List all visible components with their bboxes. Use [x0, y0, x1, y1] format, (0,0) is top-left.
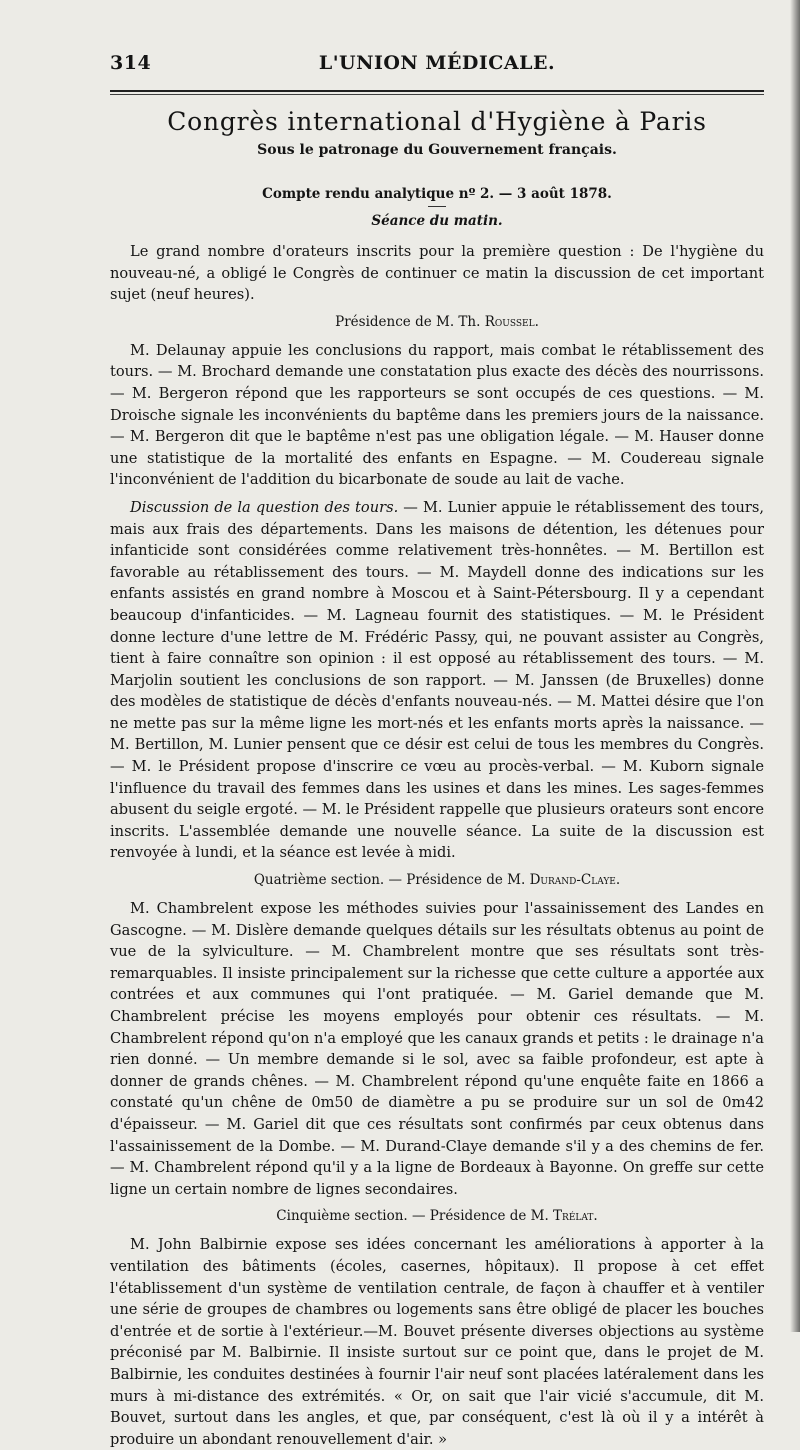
paragraph-4: M. John Balbirnie expose ses idées concernant les améliorations à apporter à la ventilation des bâtiments (écoles, casernes, hôpitaux). Il propose à cet effet l'établissement d'un système de ventilation centrale, de façon à chauffer et à ventiler une série de groupes de chambres ou logements sans être obligé de placer les bouches d'entrée et de sortie à l'extérieur.—M. Bouvet présente diverses objections au système préconisé par M. Balbirnie. Il insiste surtout sur ce point que, dans le projet de M. Balbirnie, les conduites destinées à fournir l'air neuf sont placées latéralement dans les murs à mi-distance des extrémités. « Or, on sait que l'air vicié s'accumule, dit M. Bouvet, surtout dans les angles, et que, par conséquent, c'est là où il y a intérêt à produire un abondant renouvellement d'air. »	[110, 1236, 764, 1448]
presidence-1-prefix: Présidence de M. Th.	[335, 313, 485, 330]
section-5-prefix: Cinquième section. — Présidence de M.	[276, 1208, 554, 1225]
page-number: 314	[110, 52, 152, 74]
compte-rendu-line: Compte rendu analytique nº 2. — 3 août 1878.	[262, 186, 612, 202]
presidence-1-name: Roussel	[484, 313, 535, 330]
section-4-heading	[110, 872, 764, 888]
running-head	[110, 44, 764, 76]
article-subtitle: Sous le patronage du Gouvernement français.	[257, 142, 617, 158]
short-rule	[428, 206, 446, 207]
page-edge-shadow	[790, 0, 800, 1332]
paragraph-2-text: — M. Lunier appuie le rétablissement des tours, mais aux frais des départements. Dans les maisons de détention, les détenues pour infanticide sont considérées comme relativement très-honnêtes. — M. Bertillon est favorable au rétablissement des tours. — M. Maydell donne des indications sur les enfants assistés en grand nombre à Moscou et à Saint-Pétersbourg. Il y a cependant beaucoup d'infanticides. — M. Lagneau fournit des statistiques. — M. le Président donne lecture d'une lettre de M. Frédéric Passy, qui, ne pouvant assister au Congrès, tient à faire connaître son opinion : il est opposé au rétablissement des tours. — M. Marjolin soutient les conclusions de son rapport. — M. Janssen (de Bruxelles) donne des modèles de statistique de décès d'enfants nouveau-nés. — M. Mattei désire que l'on ne mette pas sur la même ligne les mort-nés et les enfants morts après la naissance. — M. Bertillon, M. Lunier pensent que ce désir est celui de tous les membres du Congrès. — M. le Président propose d'inscrire ce vœu au procès-verbal. — M. Kuborn signale l'influence du travail des femmes dans les usines et dans les mines. Les sages-femmes abusent du seigle ergoté. — M. le Président rappelle que plusieurs orateurs sont encore inscrits. L'assemblée demande une nouvelle séance. La suite de la discussion est renvoyée à lundi, et la séance est levée à midi.	[110, 498, 764, 862]
section-5-heading	[110, 1208, 764, 1224]
paragraph-2-lead: Discussion de la question des tours.	[130, 498, 399, 516]
header-rule-thin	[110, 94, 764, 95]
intro-paragraph: Le grand nombre d'orateurs inscrits pour la première question : De l'hygiène du nouveau-né, a obligé le Congrès de continuer ce matin la discussion de cet important sujet (neuf heures).	[110, 243, 764, 304]
section-5-suffix: .	[593, 1208, 598, 1225]
paragraph-3: M. Chambrelent expose les méthodes suivies pour l'assainissement des Landes en Gascogne. — M. Dislère demande quelques détails sur les résultats obtenus au point de vue de la sylviculture. — M. Chambrelent montre que ses résultats sont très-remarquables. Il insiste principalement sur la richesse que cette culture a apportée aux contrées et aux communes qui l'ont pratiquée. — M. Gariel demande que M. Chambrelent précise les moyens employés pour obtenir ces résultats. — M. Chambrelent répond qu'on n'a employé que les canaux grands et petits : le drainage n'a rien donné. — Un membre demande si le sol, avec sa faible profondeur, est apte à donner de grands chênes. — M. Chambrelent répond qu'une enquête faite en 1866 a constaté qu'un chêne de 0m50 de diamètre a pu se produire sur un sol de 0m42 d'épaisseur. — M. Gariel dit que ces résultats sont confirmés par ceux obtenus dans l'assainissement de la Dombe. — M. Durand-Claye demande s'il y a des chemins de fer. — M. Chambrelent répond qu'il y a la ligne de Bordeaux à Bayonne. On greffe sur cette ligne un certain nombre de lignes secondaires.	[110, 900, 764, 1198]
journal-name: L'UNION MÉDICALE.	[318, 52, 556, 74]
paragraph-2	[110, 497, 764, 864]
seance-heading: Séance du matin.	[371, 213, 503, 229]
section-4-prefix: Quatrième section. — Présidence de M.	[253, 872, 530, 889]
article-title: Congrès international d'Hygiène à Paris	[167, 107, 707, 136]
header-rule-thick	[110, 90, 764, 92]
presidence-1-suffix: .	[534, 313, 539, 330]
presidence-heading-1	[110, 314, 764, 330]
section-4-suffix: .	[615, 872, 621, 889]
paragraph-1: M. Delaunay appuie les conclusions du rapport, mais combat le rétablissement des tours. — M. Brochard demande une constatation plus exacte des décès des nourrissons. — M. Bergeron répond que les rapporteurs se sont occupés de ces questions. — M. Droische signale les inconvénients du baptême dans les premiers jours de la naissance. — M. Bergeron dit que le baptême n'est pas une obligation légale. — M. Hauser donne une statistique de la mortalité des enfants en Espagne. — M. Coudereau signale l'inconvénient de l'addition du bicarbonate de soude au lait de vache.	[110, 341, 764, 489]
section-5-name: Trélat	[553, 1208, 594, 1225]
section-4-name: Durand-Claye	[529, 872, 616, 889]
